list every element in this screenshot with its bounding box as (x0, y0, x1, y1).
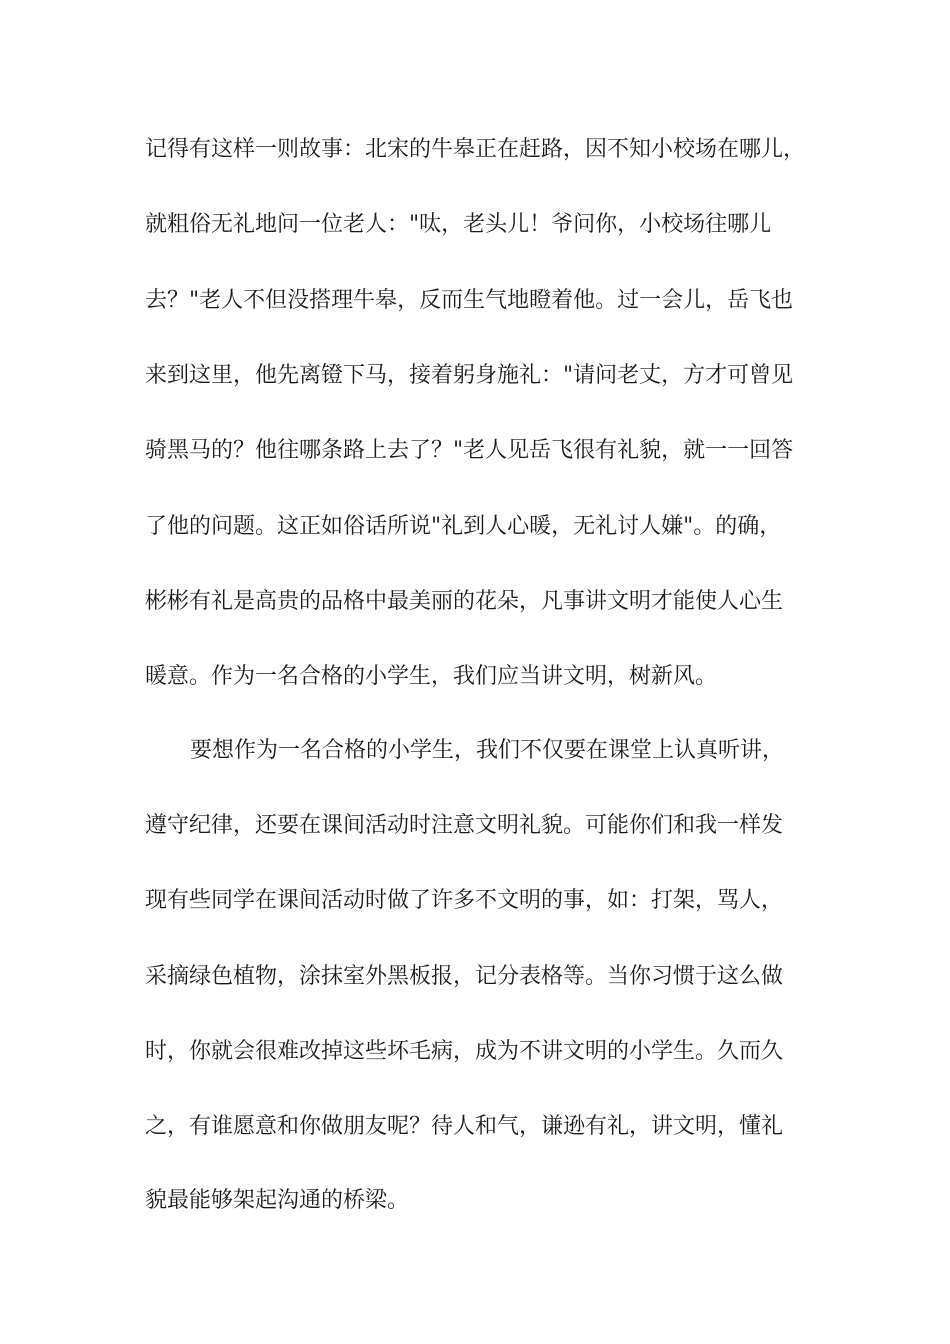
paragraph-1-line-8: 暖意。作为一名合格的小学生，我们应当讲文明，树新风。 (145, 664, 718, 689)
paragraph-2-line-7: 貌最能够架起沟通的桥梁。 (145, 1188, 410, 1213)
paragraph-2-line-4: 采摘绿色植物，涂抹室外黑板报，记分表格等。当你习惯于这么做 (145, 964, 784, 989)
paragraph-1-line-7: 彬彬有礼是高贵的品格中最美丽的花朵，凡事讲文明才能使人心生 (145, 589, 784, 614)
paragraph-1-line-6: 了他的问题。这正如俗话所说"礼到人心暖，无礼讨人嫌"。的确， (145, 514, 782, 539)
paragraph-2-line-2: 遵守纪律，还要在课间活动时注意文明礼貌。可能你们和我一样发 (145, 813, 784, 838)
paragraph-2-line-5: 时，你就会很难改掉这些坏毛病，成为不讲文明的小学生。久而久 (145, 1039, 784, 1064)
paragraph-1-line-2: 就粗俗无礼地问一位老人："呔，老头儿！爷问你，小校场往哪儿 (145, 212, 772, 237)
paragraph-2-line-6: 之，有谁愿意和你做朋友呢？待人和气，谦逊有礼，讲文明，懂礼 (145, 1114, 784, 1139)
paragraph-2-line-3: 现有些同学在课间活动时做了许多不文明的事，如：打架，骂人， (145, 888, 784, 913)
paragraph-1-line-3: 去？"老人不但没搭理牛皋，反而生气地瞪着他。过一会儿，岳飞也 (145, 288, 794, 313)
paragraph-1-line-1: 记得有这样一则故事：北宋的牛皋正在赶路，因不知小校场在哪儿， (145, 137, 806, 162)
paragraph-2-line-1: 要想作为一名合格的小学生，我们不仅要在课堂上认真听讲， (190, 738, 785, 763)
paragraph-1-line-4: 来到这里，他先离镫下马，接着躬身施礼："请问老丈，方才可曾见 (145, 363, 794, 388)
paragraph-1-line-5: 骑黑马的？他往哪条路上去了？"老人见岳飞很有礼貌，就一一回答 (145, 438, 794, 463)
